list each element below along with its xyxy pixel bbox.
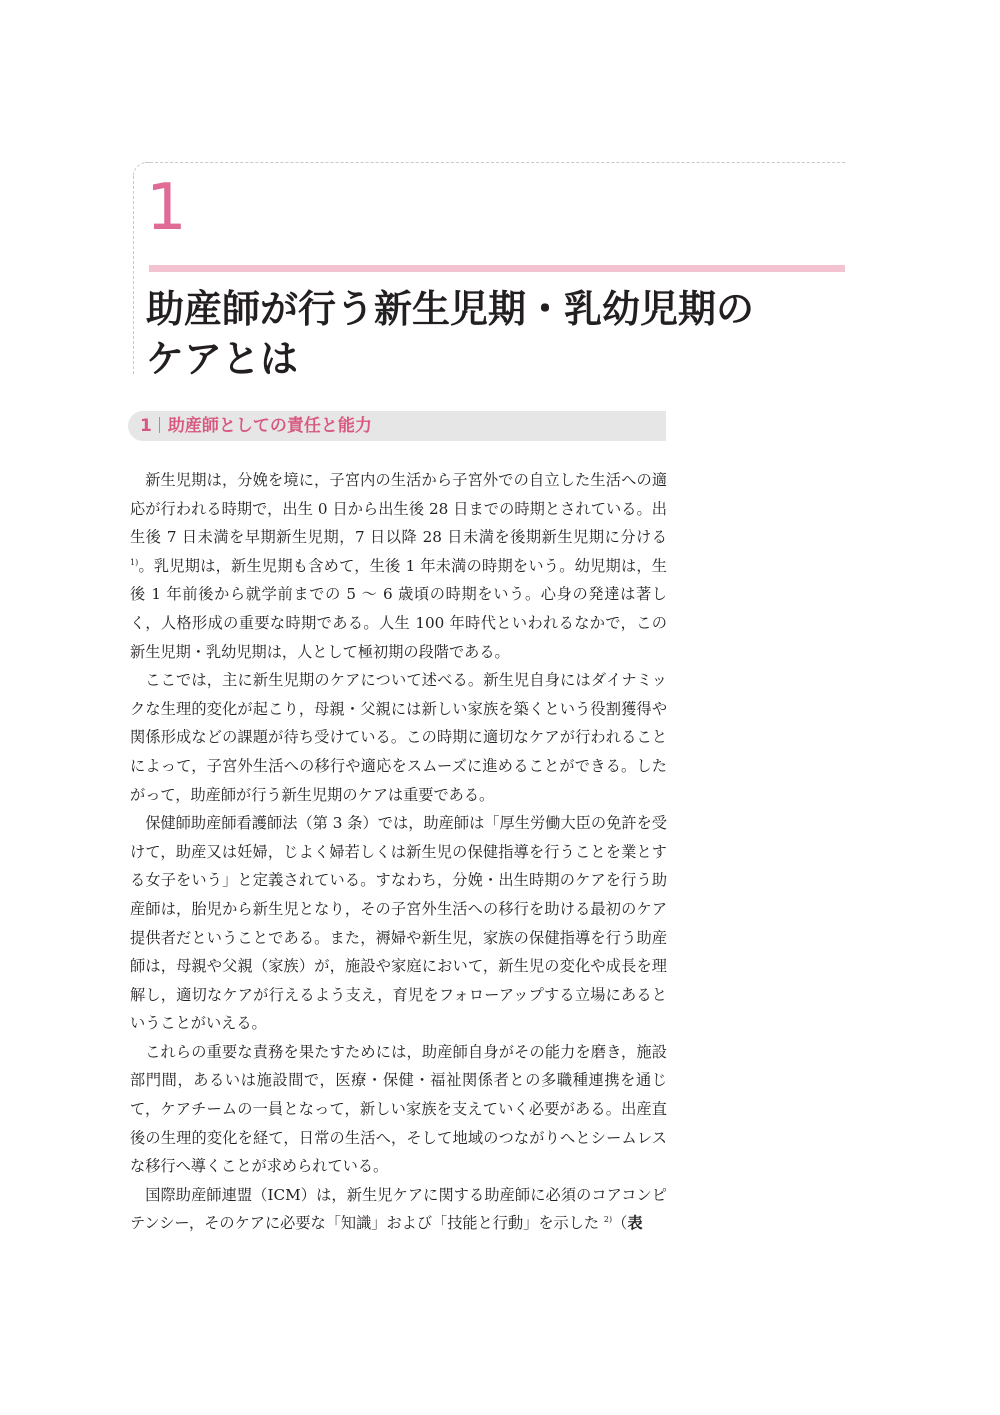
paragraph-1 <box>130 466 667 666</box>
chapter-number: 1 <box>146 171 187 245</box>
chapter-title-line-2: ケアとは <box>146 337 299 381</box>
paragraph-5-text-a: 国際助産師連盟（ICM）は，新生児ケアに関する助産師に必須のコアコンピテンシー，そのケアに必要な「知識」および「技能と行動」を示した <box>130 1185 667 1233</box>
paragraph-1-text-a: 新生児期は，分娩を境に，子宮内の生活から子宮外での自立した生活への適応が行われる時期で，出生 0 日から出生後 28 日までの時期とされている。出生後 7 日未満を早期新生児期，7 日以降 28 日未満を後期新生児期に分ける <box>130 471 667 547</box>
paragraph-4: これらの重要な責務を果たすためには，助産師自身がその能力を磨き，施設部門間，あるいは施設間で，医療・保健・福祉関係者との多職種連携を通じて，ケアチームの一員となって，新しい家族を支えていく必要がある。出産直後の生理的変化を経て，日常の生活へ，そして地域のつながりへとシームレスな移行へ導くことが求められている。 <box>130 1042 667 1176</box>
reference-2: 2) <box>603 1215 613 1225</box>
paragraph-1-text-b: 。乳児期は，新生児期も含めて，生後 1 年未満の時期をいう。幼児期は，生後 1 年前後から就学前までの 5 ～ 6 歳頃の時期をいう。心身の発達は著しく，人格形成の重要な時期である。人生 100 年時代といわれるなかで，この新生児期・乳幼児期は，人として極初期の段階である。 <box>130 556 667 661</box>
section-heading <box>128 411 666 441</box>
paragraph-5 <box>130 1181 667 1238</box>
section-divider <box>159 417 160 433</box>
section-number: 1 <box>140 416 152 436</box>
frame-left-dotted-line <box>133 176 134 374</box>
paragraph-2: ここでは，主に新生児期のケアについて述べる。新生児自身にはダイナミックな生理的変化が起こり，母親・父親には新しい家族を築くという役割獲得や関係形成などの課題が待ち受けている。この時期に適切なケアが行われることによって，子宮外生活への移行や適応をスムーズに進めることができる。したがって，助産師が行う新生児期のケアは重要である。 <box>130 671 667 804</box>
paragraph-3: 保健師助産師看護師法（第 3 条）では，助産師は「厚生労働大臣の免許を受けて，助産又は妊婦，じよく婦若しくは新生児の保健指導を行うことを業とする女子をいう」と定義されている。すなわち，分娩・出生時期のケアを行う助産師は，胎児から新生児となり，その子宮外生活への移行を助ける最初のケア提供者だということである。また，褥婦や新生児，家族の保健指導を行う助産師は，母親や父親（家族）が，施設や家庭において，新生児の変化や成長を理解し，適切なケアが行えるよう支え，育児をフォローアップする立場にあるということがいえる。 <box>130 814 667 1033</box>
frame-top-dotted-line <box>145 162 845 163</box>
table-reference: 表 <box>627 1214 643 1233</box>
chapter-rule <box>149 265 845 272</box>
reference-1: 1) <box>130 557 139 567</box>
chapter-title <box>146 284 836 384</box>
section-title: 助産師としての責任と能力 <box>167 416 372 436</box>
chapter-title-line-1: 助産師が行う新生児期・乳幼児期の <box>146 287 755 331</box>
body-text <box>130 466 667 1238</box>
paragraph-5-text-b: （ <box>612 1214 628 1233</box>
